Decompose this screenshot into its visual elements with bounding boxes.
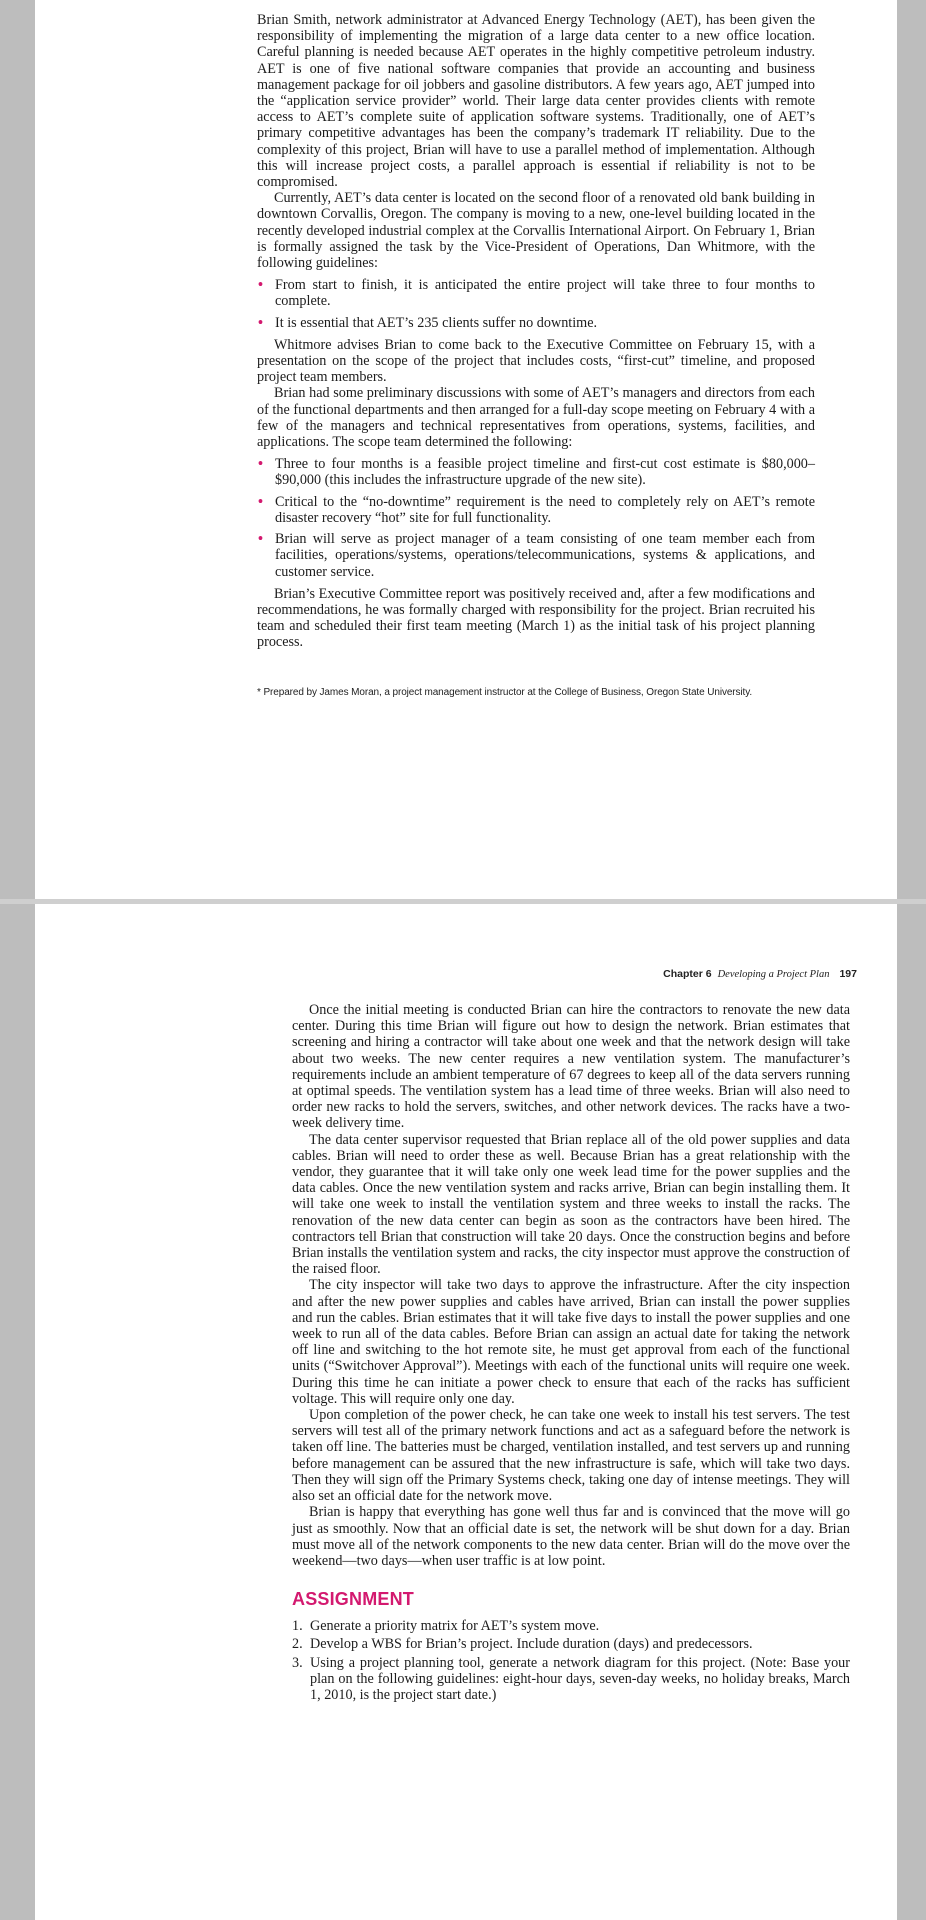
paragraph: Brian had some preliminary discussions with some of AET’s managers and directors from each of the functional departments and then arranged for a full-day scope meeting on February 4 with a few of the managers and technical representatives from operations, systems, facilities, and applications. The scope team determined the following: — [257, 385, 815, 451]
assignment-item — [292, 1655, 850, 1704]
paragraph: Currently, AET’s data center is located on the second floor of a renovated old bank building in downtown Corvallis, Oregon. The company is moving to a new, one-level building located in the recently developed industrial complex at the Corvallis International Airport. On February 1, Brian is formally assigned the task by the Vice-President of Operations, Dan Whitmore, with the following guidelines: — [257, 190, 815, 272]
bullet-icon: • — [258, 277, 263, 294]
assignment-heading: ASSIGNMENT — [292, 1589, 415, 1610]
bullet-icon: • — [258, 314, 263, 331]
list-item — [257, 456, 815, 488]
page-2-text-column — [292, 1002, 850, 1705]
chapter-label: Chapter 6 — [663, 968, 712, 980]
bullet-icon: • — [258, 456, 263, 473]
list-item-text: Critical to the “no-downtime” requirement is the need to completely rely on AET’s remote disaster recovery “hot” site for full functionality. — [275, 493, 815, 526]
bullet-list — [257, 277, 815, 331]
list-item — [257, 494, 815, 526]
footnote: * Prepared by James Moran, a project management instructor at the College of Business, Oregon State University. — [257, 686, 753, 698]
document-page-1 — [35, 0, 897, 899]
page-number: 197 — [839, 968, 857, 980]
list-item-text: Three to four months is a feasible project timeline and first-cut cost estimate is $80,000–$90,000 (this includes the infrastructure upgrade of the new site). — [275, 456, 815, 489]
paragraph: Once the initial meeting is conducted Brian can hire the contractors to renovate the new data center. During this time Brian will figure out how to design the network. Brian estimates that screening and hiring a contractor will take about one week and that the network design will take about two weeks. The new center requires a new ventilation system. The manufacturer’s requirements include an ambient temperature of 67 degrees to keep all of the data servers running at optimal speeds. The ventilation system has a lead time of three weeks. Brian will also need to order new racks to hold the servers, switches, and other network devices. The racks have a two-week delivery time. — [292, 1002, 850, 1132]
item-number: 1. — [292, 1618, 303, 1635]
item-number: 3. — [292, 1654, 303, 1671]
list-item-text: Brian will serve as project manager of a team consisting of one team member each from facilities, operations/systems, operations/telecommunications, systems & applications, and customer service. — [275, 531, 815, 580]
chapter-title: Developing a Project Plan — [717, 969, 830, 980]
list-item-text: It is essential that AET’s 235 clients suffer no downtime. — [275, 314, 598, 331]
list-item — [257, 277, 815, 309]
paragraph: Brian is happy that everything has gone well thus far and is convinced that the move will go just as smoothly. Now that an official date is set, the network will be shut down for a day. Brian must move all of the network components to the new data center. Brian will do the move over the weekend—two days—when user traffic is at low point. — [292, 1504, 850, 1569]
document-page-2 — [35, 904, 897, 1920]
paragraph: Brian Smith, network administrator at Advanced Energy Technology (AET), has been given the responsibility of implementing the migration of a large data center to a new office location. Careful planning is needed because AET operates in the highly competitive petroleum industry. AET is one of five national software companies that provide an accounting and business management package for oil jobbers and gasoline distributors. A few years ago, AET jumped into the “application service provider” world. Their large data center provides clients with remote access to AET’s complete suite of application software systems. Traditionally, one of AET’s primary competitive advantages has been the company’s trademark IT reliability. Due to the complexity of this project, Brian will have to use a parallel method of implementation. Although this will increase project costs, a parallel approach is essential if reliability is not to be compromised. — [257, 12, 815, 191]
bullet-icon: • — [258, 493, 263, 510]
assignment-item — [292, 1636, 850, 1652]
assignment-item — [292, 1618, 850, 1634]
bullet-icon: • — [258, 531, 263, 548]
list-item — [257, 315, 815, 331]
assignment-list — [292, 1618, 850, 1703]
assignment-item-text: Develop a WBS for Brian’s project. Include duration (days) and predecessors. — [310, 1636, 753, 1653]
paragraph: Upon completion of the power check, he can take one week to install his test servers. The test servers will test all of the primary network functions and act as a safeguard before the network is taken off line. The batteries must be charged, ventilation installed, and test servers up and running before management can be assured that the new infrastructure is safe, which will take two days. Then they will sign off the Primary Systems check, taking one day of intense meetings. They will also set an official date for the network move. — [292, 1407, 850, 1505]
paragraph: Brian’s Executive Committee report was positively received and, after a few modifications and recommendations, he was formally charged with responsibility for the project. Brian recruited his team and scheduled their first team meeting (March 1) as the initial task of his project planning process. — [257, 585, 815, 651]
bullet-list — [257, 456, 815, 579]
paragraph: Whitmore advises Brian to come back to the Executive Committee on February 15, with a presentation on the scope of the project that includes costs, “first-cut” timeline, and proposed project team members. — [257, 336, 815, 386]
page-1-text-column — [257, 12, 815, 699]
running-head — [663, 968, 857, 980]
list-item — [257, 531, 815, 580]
assignment-item-text: Using a project planning tool, generate a network diagram for this project. (Note: Base your plan on the following guidelines: eight-hour days, seven-day weeks, no holiday breaks, March 1, 2010, is the project start date.) — [310, 1654, 850, 1703]
item-number: 2. — [292, 1636, 303, 1653]
paragraph: The city inspector will take two days to approve the infrastructure. After the city inspection and after the new power supplies and cables have arrived, Brian can install the power supplies and run the cables. Brian estimates that it will take five days to install the power supplies and one week to run all of the data cables. Before Brian can assign an actual date for taking the network off line and switching to the hot remote site, he must get approval from each of the functional units (“Switchover Approval”). Meetings with each of the functional units will require one week. During this time he can initiate a power check to ensure that each of the racks has sufficient voltage. This will require only one day. — [292, 1277, 850, 1407]
assignment-item-text: Generate a priority matrix for AET’s system move. — [310, 1618, 600, 1635]
list-item-text: From start to finish, it is anticipated the entire project will take three to four months to complete. — [275, 277, 815, 310]
paragraph: The data center supervisor requested that Brian replace all of the old power supplies and data cables. Brian will need to order these as well. Because Brian has a great relationship with the vendor, they guarantee that it will take only one week lead time for the power supplies and the data cables. Once the new ventilation system and racks arrive, Brian can begin installing them. It will take one week to install the ventilation system and three weeks to install the racks. The renovation of the new data center can begin as soon as the contractors have been hired. The contractors tell Brian that construction will take 20 days. Once the construction begins and before Brian installs the ventilation system and racks, the city inspector must approve the construction of the raised floor. — [292, 1131, 850, 1278]
